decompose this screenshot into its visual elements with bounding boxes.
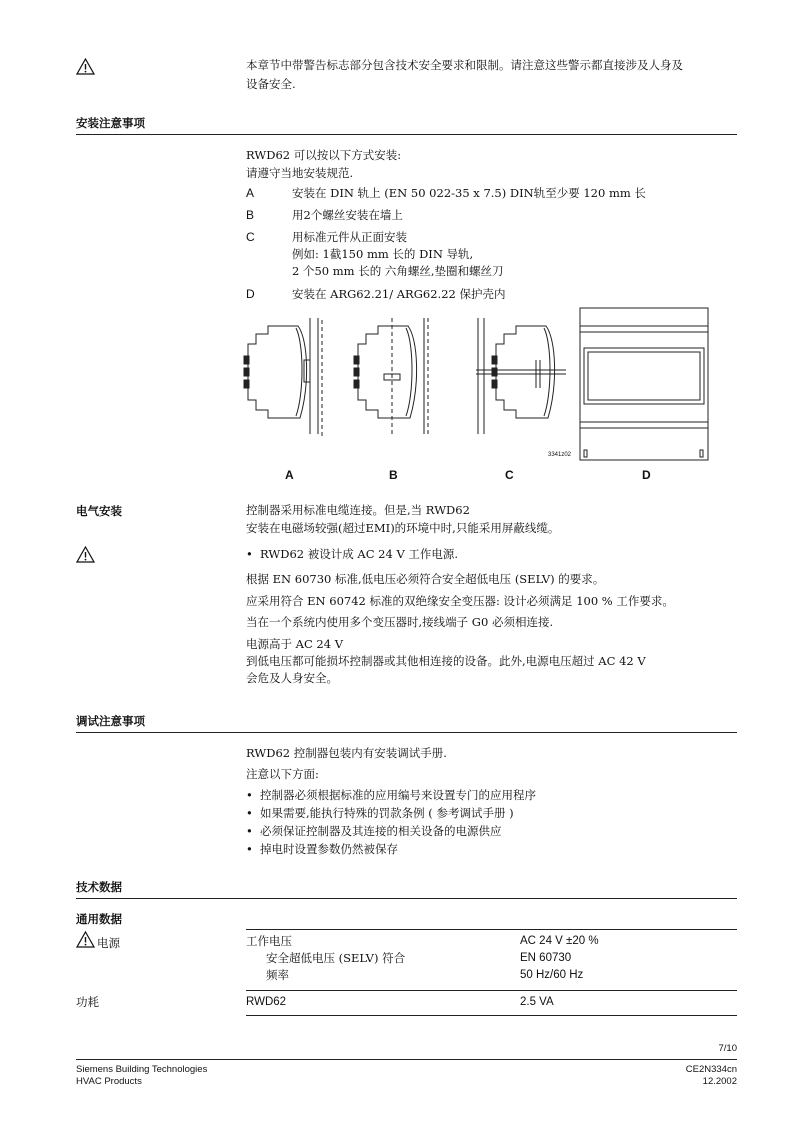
mounting-figure (238, 304, 718, 482)
consumption-label: 功耗 (76, 995, 99, 1009)
electrical-bullet: • RWD62 被设计成 AC 24 V 工作电源. (260, 546, 458, 563)
install-item-c-sub1: 例如: 1截150 mm 长的 DIN 导轨, (292, 247, 474, 261)
figure-label-b: B (389, 468, 398, 482)
install-item-c-text: 用标准元件从正面安装 (292, 230, 407, 244)
electrical-p2: 安装在电磁场较强(超过EMI)的环境中时,只能采用屏蔽线缆。 (246, 521, 560, 535)
commissioning-rule (76, 732, 737, 733)
warning-icon-power (76, 931, 95, 948)
general-data-heading: 通用数据 (76, 912, 122, 926)
freq-label: 频率 (266, 968, 289, 982)
install-item-d-text: 安装在 ARG62.21/ ARG62.22 保护壳内 (292, 287, 506, 301)
tech-rule (76, 898, 737, 899)
consumption-rule (246, 1015, 737, 1016)
install-p2: 请遵守当地安装规范. (246, 166, 354, 180)
figure-label-d: D (642, 468, 651, 482)
warning-icon-electrical (76, 546, 95, 563)
install-rule (76, 134, 737, 135)
general-data-rule (246, 929, 737, 930)
consumption-model: RWD62 (246, 996, 287, 1008)
tech-heading: 技术数据 (76, 880, 122, 894)
page-number: 7/10 (718, 1043, 737, 1054)
power-label: 电源 (97, 936, 120, 950)
footer-rule (76, 1059, 737, 1060)
footer-date: 12.2002 (702, 1076, 737, 1087)
mount-b-drawing (354, 318, 428, 434)
install-p1: RWD62 可以按以下方式安装: (246, 148, 402, 162)
install-item-c-sub2: 2 个50 mm 长的 六角螺丝,垫圈和螺丝刀 (292, 264, 504, 278)
install-item-a-letter: A (246, 186, 255, 200)
electrical-p8: 会危及人身安全。 (246, 671, 338, 685)
electrical-p4: 应采用符合 EN 60742 标准的双绝缘安全变压器: 设计必须满足 100 % 工作要求。 (246, 594, 674, 608)
commissioning-p1: RWD62 控制器包装内有安装调试手册. (246, 746, 447, 760)
mount-c-drawing (476, 318, 566, 434)
selv-label: 安全超低电压 (SELV) 符合 (266, 951, 406, 965)
commissioning-bullet-4: • 掉电时设置参数仍然被保存 (260, 841, 398, 858)
electrical-p1: 控制器采用标准电缆连接。但是,当 RWD62 (246, 503, 470, 517)
mount-d-drawing (580, 308, 708, 460)
commissioning-bullet-3: • 必须保证控制器及其连接的相关设备的电源供应 (260, 823, 502, 840)
power-rule (246, 990, 737, 991)
install-item-d-letter: D (246, 287, 255, 301)
mount-a-drawing (244, 318, 322, 436)
install-item-a-text: 安装在 DIN 轨上 (EN 50 022-35 x 7.5) DIN轨至少要 120 mm 长 (292, 186, 646, 200)
electrical-heading: 电气安装 (76, 504, 122, 518)
install-item-c-letter: C (246, 230, 255, 244)
mounting-drawing (238, 304, 718, 464)
selv-value: EN 60730 (520, 952, 572, 964)
commissioning-bullet-2: • 如果需要,能执行特殊的罚款条例 ( 参考调试手册 ) (260, 805, 514, 822)
freq-value: 50 Hz/60 Hz (520, 969, 584, 981)
install-item-b-letter: B (246, 208, 255, 222)
electrical-p3: 根据 EN 60730 标准,低电压必须符合安全超低电压 (SELV) 的要求。 (246, 572, 605, 586)
figure-label-c: C (505, 468, 514, 482)
intro-line-1: 本章节中带警告标志部分包含技术安全要求和限制。请注意这些警示都直接涉及人身及 (246, 58, 683, 72)
install-heading: 安装注意事项 (76, 116, 145, 130)
electrical-p5: 当在一个系统内使用多个变压器时,接线端子 G0 必须相连接. (246, 615, 554, 629)
footer-division: HVAC Products (76, 1076, 142, 1087)
figure-label-a: A (285, 468, 294, 482)
electrical-p6: 电源高于 AC 24 V (246, 637, 344, 651)
electrical-p7: 到低电压都可能损坏控制器或其他相连接的设备。此外,电源电压超过 AC 42 V (246, 654, 646, 668)
consumption-value: 2.5 VA (520, 996, 554, 1008)
figure-code: 3341z02 (548, 452, 572, 458)
intro-line-2: 设备安全. (246, 77, 296, 91)
supply-label: 工作电压 (246, 934, 292, 948)
footer-doc-number: CE2N334cn (685, 1064, 737, 1075)
install-item-b-text: 用2个螺丝安装在墙上 (292, 208, 403, 222)
warning-icon (76, 58, 95, 75)
supply-value: AC 24 V ±20 % (520, 935, 599, 947)
commissioning-bullet-1: • 控制器必须根据标准的应用编号来设置专门的应用程序 (260, 787, 536, 804)
commissioning-heading: 调试注意事项 (76, 714, 145, 728)
footer-company: Siemens Building Technologies (76, 1064, 208, 1075)
commissioning-p2: 注意以下方面: (246, 767, 319, 781)
